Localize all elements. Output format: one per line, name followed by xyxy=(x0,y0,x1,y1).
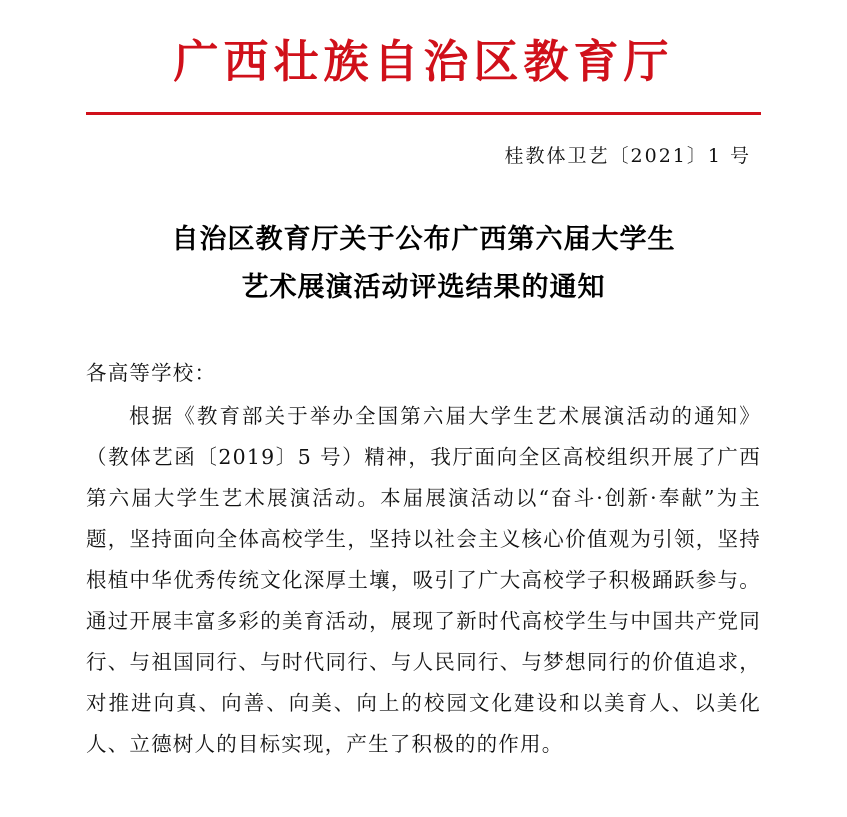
body-paragraph-1: 根据《教育部关于举办全国第六届大学生艺术展演活动的通知》（教体艺函〔2019〕5 号）精神，我厅面向全区高校组织开展了广西第六届大学生艺术展演活动。本届展演活动以“奋斗·创新·奉献”为主题，坚持面向全体高校学生，坚持以社会主义核心价值观为引领，坚持根植中华优秀传统文化深厚土壤，吸引了广大高校学子积极踊跃参与。通过开展丰富多彩的美育活动，展现了新时代高校学生与中国共产党同行、与祖国同行、与时代同行、与人民同行、与梦想同行的价值追求，对推进向真、向善、向美、向上的校园文化建设和以美育人、以美化人、立德树人的目标实现，产生了积极的的作用。 xyxy=(86,403,761,756)
masthead xyxy=(86,0,761,115)
issuing-authority-title: 广西壮族自治区教育厅 xyxy=(173,35,674,88)
page-title xyxy=(86,216,761,311)
page-title-line-2: 艺术展演活动评选结果的通知 xyxy=(241,271,606,303)
document-body xyxy=(86,353,761,765)
document-number: 桂教体卫艺〔2021〕1 号 xyxy=(504,145,751,168)
page-title-line-1: 自治区教育厅关于公布广西第六届大学生 xyxy=(171,224,676,256)
masthead-red-rule xyxy=(86,112,761,115)
document-number-row xyxy=(86,141,761,168)
salutation: 各高等学校： xyxy=(86,360,217,385)
